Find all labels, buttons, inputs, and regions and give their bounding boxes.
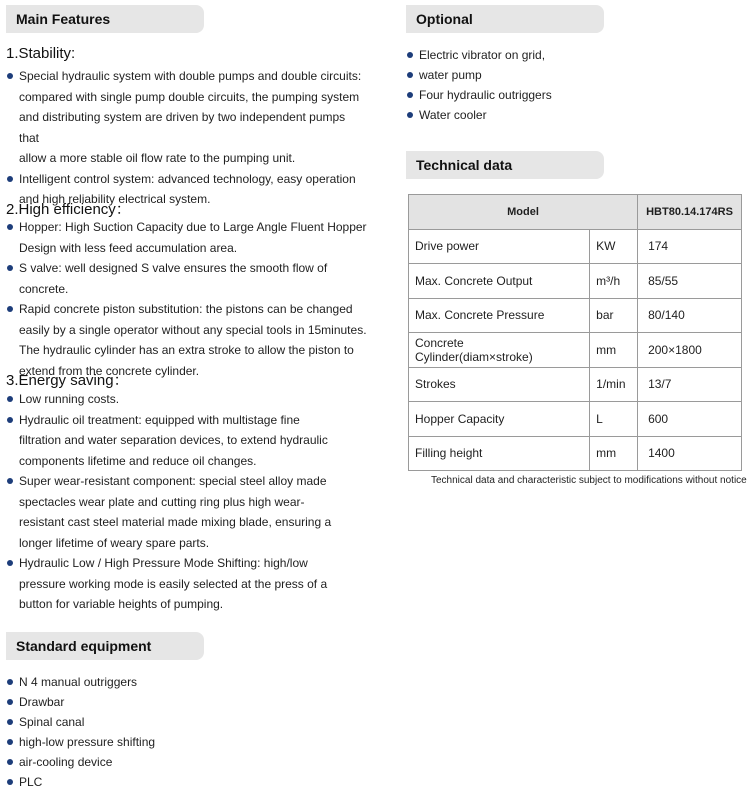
table-row [409, 367, 742, 402]
optional-item-label: Electric vibrator on grid, [419, 48, 546, 62]
bullet-icon [7, 719, 13, 725]
feature-line: Low running costs. [19, 392, 120, 406]
efficiency-list [7, 217, 367, 381]
table-row [409, 298, 742, 333]
bullet-icon [7, 73, 13, 79]
feature-line: Super wear-resistant component: special steel alloy made [19, 474, 327, 488]
technical-data-header: Technical data [406, 151, 604, 179]
bullet-icon [407, 112, 413, 118]
feature-line: resistant cast steel material made mixing blade, ensuring a [19, 515, 332, 529]
table-header-row [409, 195, 742, 230]
feature-line: components lifetime and reduce oil changes. [19, 453, 257, 468]
standard-equipment-item-label: high-low pressure shifting [19, 735, 156, 749]
table-row [409, 333, 742, 368]
optional-item [407, 65, 707, 85]
feature-line: compared with single pump double circuits, the pumping system [19, 89, 360, 104]
feature-line: Hopper: High Suction Capacity due to Large Angle Fluent Hopper [19, 220, 367, 234]
feature-line: Hydraulic Low / High Pressure Mode Shifting: high/low [19, 556, 308, 570]
standard-equipment-item [7, 772, 307, 792]
feature-line: pressure working mode is easily selected at the press of a [19, 576, 328, 591]
bullet-icon [7, 560, 13, 566]
param-cell: Max. Concrete Pressure [409, 298, 590, 333]
stability-list [7, 66, 367, 210]
param-cell: Drive power [409, 229, 590, 264]
feature-line: and high reliability electrical system. [19, 192, 211, 206]
optional-header: Optional [406, 5, 604, 33]
standard-equipment-item [7, 692, 307, 712]
main-features-header: Main Features [6, 5, 204, 33]
technical-data-table [408, 194, 742, 471]
feature-line: Rapid concrete piston substitution: the pistons can be changed [19, 302, 353, 316]
unit-cell: 1/min [590, 367, 638, 402]
optional-item [407, 105, 707, 125]
param-cell: Filling height [409, 436, 590, 471]
param-cell: Strokes [409, 367, 590, 402]
bullet-icon [7, 417, 13, 423]
feature-item [7, 471, 367, 553]
bullet-icon [7, 779, 13, 785]
standard-equipment-item-label: PLC [19, 775, 43, 789]
standard-equipment-item-label: Spinal canal [19, 715, 85, 729]
param-cell: Concrete Cylinder(diam×stroke) [409, 333, 590, 368]
standard-equipment-item-label: Drawbar [19, 695, 65, 709]
model-name: HBT80.14.174RS [638, 195, 742, 230]
feature-line: longer lifetime of weary spare parts. [19, 535, 210, 550]
value-cell: 200×1800 [638, 333, 742, 368]
energy-saving-title: 3.Energy saving： [6, 372, 129, 389]
feature-line: Intelligent control system: advanced technology, easy operation [19, 171, 356, 186]
bullet-icon [7, 478, 13, 484]
standard-equipment-item [7, 712, 307, 732]
bullet-icon [7, 176, 13, 182]
feature-line: Design with less feed accumulation area. [19, 240, 238, 255]
feature-line: The hydraulic cylinder has an extra stroke to allow the piston to [19, 343, 354, 357]
feature-line: S valve: well designed S valve ensures the smooth flow of concrete. [19, 261, 328, 296]
standard-equipment-item-label: air-cooling device [19, 755, 113, 769]
feature-line: button for variable heights of pumping. [19, 597, 224, 611]
bullet-icon [407, 52, 413, 58]
bullet-icon [7, 739, 13, 745]
feature-line: filtration and water separation devices, to extend hydraulic [19, 433, 328, 447]
feature-item [7, 258, 367, 299]
standard-equipment-item-label: N 4 manual outriggers [19, 675, 138, 689]
optional-item-label: Four hydraulic outriggers [419, 88, 552, 102]
feature-line: Hydraulic oil treatment: equipped with multistage fine [19, 412, 300, 427]
feature-item [7, 217, 367, 258]
value-cell: 80/140 [638, 298, 742, 333]
technical-note: Technical data and characteristic subject to modifications without notice [431, 475, 747, 486]
feature-line: extend from the concrete cylinder. [19, 363, 200, 378]
unit-cell: bar [590, 298, 638, 333]
standard-equipment-list [7, 672, 307, 792]
param-cell: Hopper Capacity [409, 402, 590, 437]
feature-item [7, 66, 367, 169]
feature-line: allow a more stable oil flow rate to the pumping unit. [19, 151, 296, 165]
model-label: Model [409, 195, 638, 230]
bullet-icon [7, 306, 13, 312]
unit-cell: KW [590, 229, 638, 264]
table-row [409, 402, 742, 437]
bullet-icon [7, 699, 13, 705]
optional-item [407, 45, 707, 65]
bullet-icon [407, 92, 413, 98]
unit-cell: mm [590, 333, 638, 368]
feature-item [7, 389, 367, 410]
standard-equipment-header: Standard equipment [6, 632, 204, 660]
feature-line: spectacles wear plate and cutting ring plus high wear- [19, 494, 305, 509]
value-cell: 85/55 [638, 264, 742, 299]
bullet-icon [407, 72, 413, 78]
feature-line: Special hydraulic system with double pumps and double circuits: [19, 69, 362, 83]
unit-cell: L [590, 402, 638, 437]
standard-equipment-item [7, 752, 307, 772]
feature-line: easily by a single operator without any special tools in 15minutes. [19, 322, 367, 337]
standard-equipment-item [7, 732, 307, 752]
energy-saving-list [7, 389, 367, 615]
standard-equipment-item [7, 672, 307, 692]
stability-title: 1.Stability: [6, 45, 76, 62]
table-row [409, 436, 742, 471]
table-row [409, 264, 742, 299]
optional-item [407, 85, 707, 105]
bullet-icon [7, 759, 13, 765]
optional-list [407, 45, 707, 125]
feature-item [7, 410, 367, 472]
bullet-icon [7, 224, 13, 230]
optional-item-label: Water cooler [419, 108, 487, 122]
bullet-icon [7, 679, 13, 685]
value-cell: 174 [638, 229, 742, 264]
value-cell: 13/7 [638, 367, 742, 402]
feature-line: and distributing system are driven by two independent pumps that [19, 110, 346, 145]
value-cell: 1400 [638, 436, 742, 471]
table-row [409, 229, 742, 264]
feature-item [7, 553, 367, 615]
param-cell: Max. Concrete Output [409, 264, 590, 299]
bullet-icon [7, 265, 13, 271]
efficiency-title: 2.High efficiency： [6, 201, 131, 218]
unit-cell: mm [590, 436, 638, 471]
unit-cell: m³/h [590, 264, 638, 299]
optional-item-label: water pump [419, 68, 482, 82]
bullet-icon [7, 396, 13, 402]
value-cell: 600 [638, 402, 742, 437]
